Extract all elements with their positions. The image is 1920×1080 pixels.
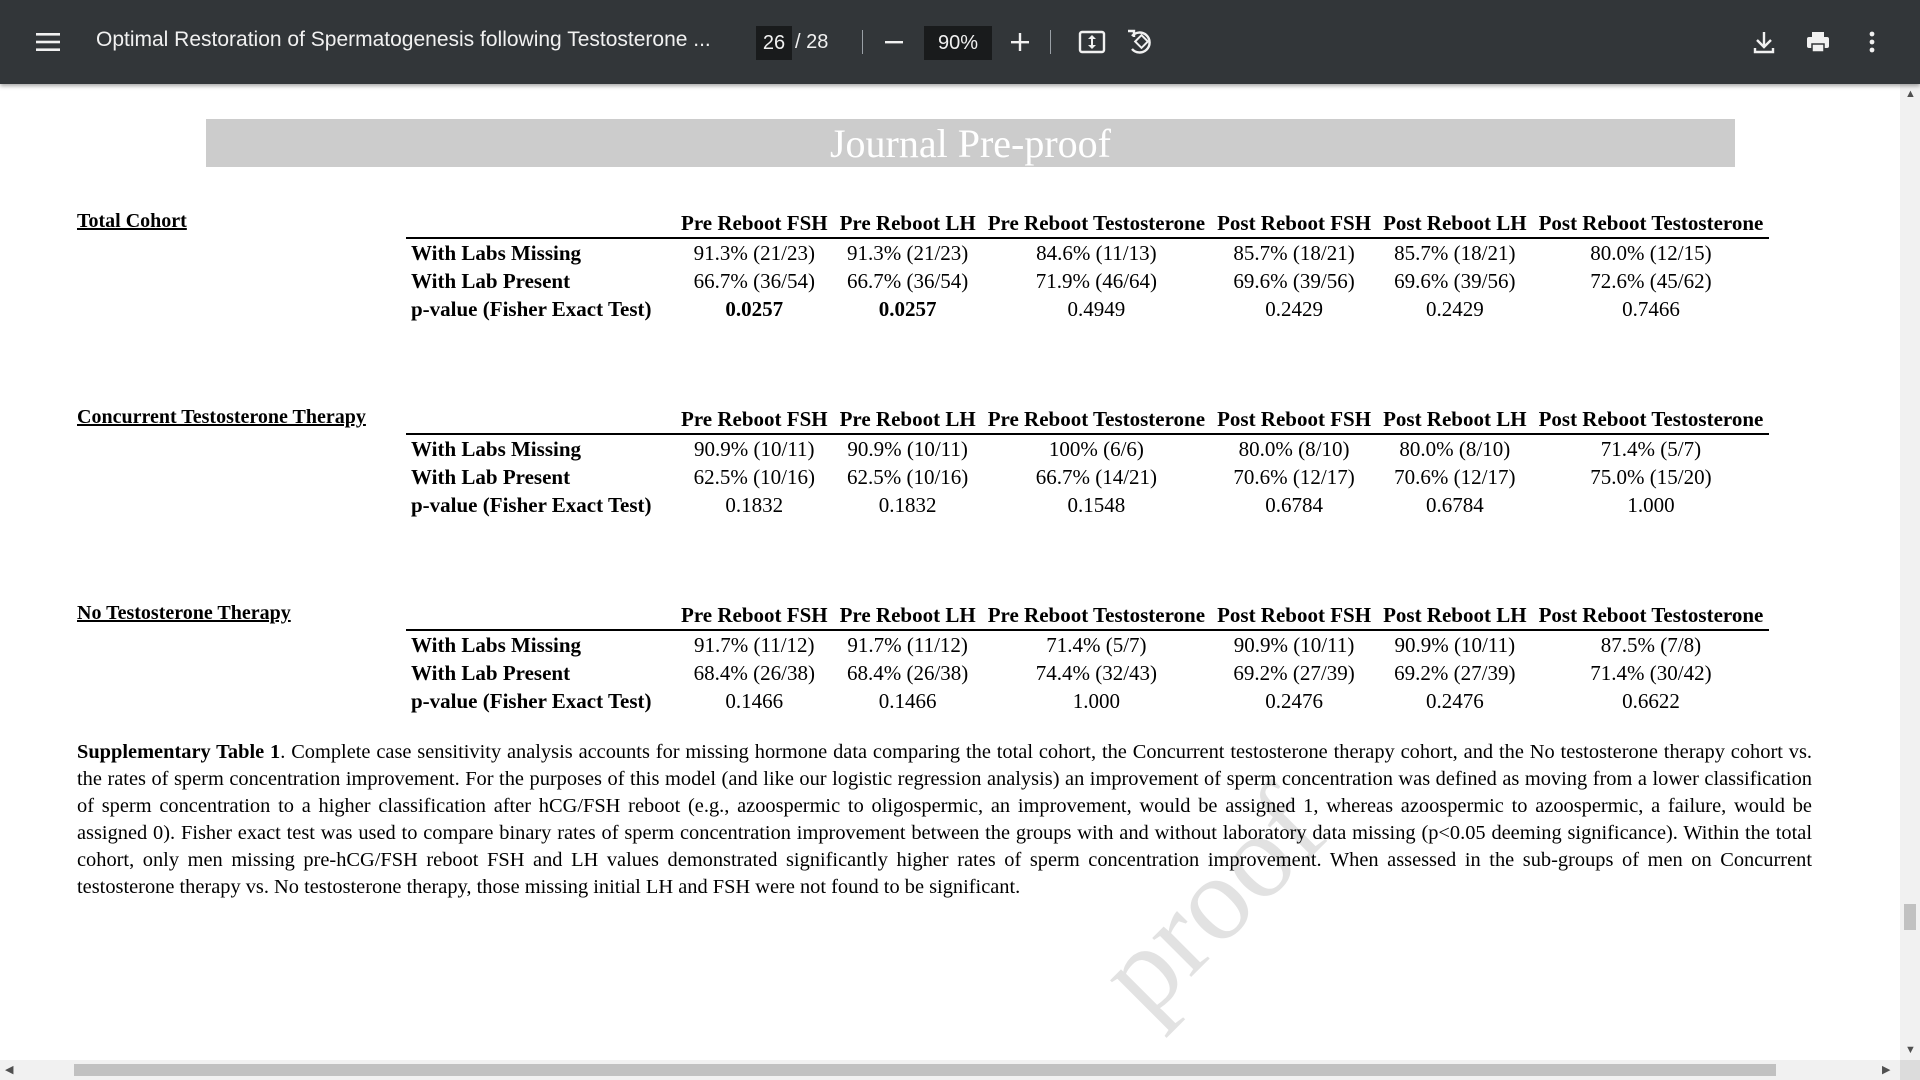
column-header: Post Reboot FSH [1211, 210, 1377, 238]
column-header: Pre Reboot LH [834, 406, 982, 434]
pdf-toolbar [0, 0, 1920, 84]
column-header: Pre Reboot Testosterone [982, 406, 1211, 434]
row-label: With Labs Missing [411, 436, 581, 461]
table-cell: 69.6% (39/56) [1394, 268, 1516, 293]
table-cell: 0.6784 [1265, 492, 1323, 517]
table-row [406, 659, 1769, 687]
table-cell: 90.9% (10/11) [847, 436, 968, 461]
zoom-level-input[interactable] [924, 26, 992, 60]
rotate-button[interactable] [1120, 22, 1160, 62]
pdf-page [0, 84, 1900, 1060]
row-label: p-value (Fisher Exact Test) [411, 296, 652, 321]
table-cell: 0.1832 [725, 492, 784, 517]
column-header: Pre Reboot FSH [675, 210, 834, 238]
scroll-left-arrow-icon[interactable]: ◀ [5, 1064, 14, 1076]
table-cell: 85.7% (18/21) [1394, 240, 1516, 265]
plus-icon [1000, 22, 1040, 62]
vertical-scroll-thumb[interactable] [1904, 904, 1916, 930]
table-cell: 70.6% (12/17) [1394, 464, 1516, 489]
table-cell: 0.1466 [725, 688, 784, 713]
row-label: With Lab Present [411, 660, 571, 685]
menu-icon[interactable] [32, 26, 64, 58]
table-cell: 74.4% (32/43) [1035, 660, 1158, 685]
page-number-input[interactable] [756, 26, 792, 60]
row-label: With Labs Missing [411, 632, 581, 657]
scroll-down-arrow-icon[interactable]: ▼ [1905, 1044, 1916, 1056]
column-header: Post Reboot Testosterone [1533, 602, 1770, 630]
table-cell: 0.6622 [1622, 688, 1680, 713]
column-header: Post Reboot LH [1377, 406, 1533, 434]
table-cell: 71.4% (5/7) [1600, 436, 1702, 461]
caption-text: . Complete case sensitivity analysis accounts for missing hormone data comparing the total cohort, the Concurrent testosterone therapy cohort, and the No testosterone therapy cohort vs. the rates of sperm concentration improvement. For the purposes of this model (and like our logistic regression analysis) an improvement of sperm concentration was defined as moving from a lower classification of sperm concentration to a higher classification after hCG/FSH reboot (e.g., azoospermic to oligospermic, an improvement, would be assigned 1, whereas azoospermic to azoospermic, a failure, would be assigned 0). Fisher exact test was used to compare binary rates of sperm concentration improvement between the groups with and without laboratory data missing (p<0.05 deeming significance). Within the total cohort, only men missing pre-hCG/FSH reboot FSH and LH values demonstrated significantly higher rates of sperm concentration improvement. When assessed in the sub-groups of men on Concurrent testosterone therapy vs. No testosterone therapy, those missing initial LH and FSH were not found to be significant. [77, 741, 1812, 898]
table-cell: 0.7466 [1622, 296, 1680, 321]
table-cell: 1.000 [1072, 688, 1120, 713]
table-cell: 66.7% (36/54) [693, 268, 815, 293]
section-label-concurrent-testosterone: Concurrent Testosterone Therapy [77, 406, 366, 428]
header-blank [406, 406, 675, 434]
table-cell-significant: 0.0257 [725, 296, 784, 321]
column-header: Post Reboot Testosterone [1533, 406, 1770, 434]
zoom-in-button[interactable] [1000, 22, 1040, 62]
table-cell: 91.7% (11/12) [847, 632, 968, 657]
row-label: p-value (Fisher Exact Test) [411, 492, 652, 517]
table-cell: 68.4% (26/38) [693, 660, 815, 685]
table-cell: 0.2429 [1265, 296, 1323, 321]
column-header: Pre Reboot FSH [675, 602, 834, 630]
table-cell: 62.5% (10/16) [693, 464, 815, 489]
column-header: Pre Reboot Testosterone [982, 602, 1211, 630]
download-icon [1744, 22, 1784, 62]
zoom-out-button[interactable] [874, 22, 914, 62]
table-cell: 68.4% (26/38) [846, 660, 969, 685]
table-cell: 90.9% (10/11) [694, 436, 815, 461]
table-row [406, 687, 1769, 715]
column-header: Pre Reboot Testosterone [982, 210, 1211, 238]
table-cell: 72.6% (45/62) [1590, 268, 1712, 293]
diagonal-watermark: proof [1071, 761, 1350, 1040]
table-cell: 0.1832 [878, 492, 937, 517]
header-blank [406, 210, 675, 238]
table-cell: 69.2% (27/39) [1394, 660, 1516, 685]
minus-icon [874, 22, 914, 62]
column-header: Post Reboot FSH [1211, 406, 1377, 434]
print-button[interactable] [1798, 22, 1838, 62]
table-cell: 80.0% (8/10) [1238, 436, 1350, 461]
table-cell: 71.9% (46/64) [1035, 268, 1158, 293]
table-cell: 0.1548 [1067, 492, 1126, 517]
rotate-icon [1120, 22, 1160, 62]
column-header: Post Reboot Testosterone [1533, 210, 1770, 238]
table-row [406, 491, 1769, 519]
table-cell: 71.4% (5/7) [1046, 632, 1147, 657]
column-header: Post Reboot FSH [1211, 602, 1377, 630]
table-cell: 66.7% (36/54) [846, 268, 969, 293]
table-caption [77, 739, 1812, 901]
table-row [406, 434, 1769, 463]
table-cell: 0.4949 [1067, 296, 1126, 321]
caption-lead: Supplementary Table 1 [77, 741, 281, 763]
section-label-total-cohort: Total Cohort [77, 210, 187, 232]
more-vertical-icon [1852, 22, 1892, 62]
row-label: With Lab Present [411, 268, 571, 293]
table-cell: 66.7% (14/21) [1035, 464, 1158, 489]
printer-icon [1798, 22, 1838, 62]
table-cell: 0.2476 [1265, 688, 1323, 713]
table-cell: 69.6% (39/56) [1233, 268, 1355, 293]
horizontal-scroll-thumb[interactable] [74, 1064, 1776, 1076]
column-header: Pre Reboot FSH [675, 406, 834, 434]
table-cell: 100% (6/6) [1048, 436, 1144, 461]
fit-page-icon [1072, 22, 1112, 62]
document-viewer[interactable] [0, 84, 1920, 1080]
horizontal-scrollbar[interactable] [0, 1060, 1900, 1080]
more-options-button[interactable] [1852, 22, 1892, 62]
table-cell: 91.7% (11/12) [694, 632, 815, 657]
scrollbar-corner [1900, 1060, 1920, 1080]
table-cell: 75.0% (15/20) [1590, 464, 1712, 489]
table-cell: 62.5% (10/16) [846, 464, 969, 489]
journal-preproof-banner: Journal Pre-proof [206, 119, 1735, 167]
column-header: Pre Reboot LH [834, 210, 982, 238]
row-label: With Labs Missing [411, 240, 581, 265]
no-testosterone-table [406, 602, 1769, 715]
scroll-right-arrow-icon[interactable]: ▶ [1882, 1064, 1891, 1076]
fit-to-page-button[interactable] [1072, 22, 1112, 62]
table-cell: 90.9% (10/11) [1233, 632, 1355, 657]
table-cell: 71.4% (30/42) [1590, 660, 1712, 685]
table-cell: 69.2% (27/39) [1233, 660, 1355, 685]
download-button[interactable] [1744, 22, 1784, 62]
table-cell: 80.0% (12/15) [1590, 240, 1712, 265]
vertical-scrollbar[interactable] [1900, 84, 1920, 1060]
table-cell: 84.6% (11/13) [1036, 240, 1157, 265]
total-cohort-table [406, 210, 1769, 323]
table-row [406, 238, 1769, 267]
table-cell: 70.6% (12/17) [1233, 464, 1355, 489]
table-cell: 0.2476 [1425, 688, 1484, 713]
table-cell: 91.3% (21/23) [846, 240, 969, 265]
table-cell: 80.0% (8/10) [1399, 436, 1511, 461]
column-header: Pre Reboot LH [834, 602, 982, 630]
table-cell: 0.2429 [1425, 296, 1484, 321]
table-row [406, 295, 1769, 323]
concurrent-testosterone-table [406, 406, 1769, 519]
table-row [406, 463, 1769, 491]
table-cell: 87.5% (7/8) [1600, 632, 1702, 657]
table-cell: 91.3% (21/23) [693, 240, 815, 265]
scroll-up-arrow-icon[interactable]: ▲ [1905, 88, 1916, 100]
table-row [406, 630, 1769, 659]
toolbar-divider [1050, 30, 1051, 54]
table-row [406, 267, 1769, 295]
table-cell: 0.6784 [1425, 492, 1484, 517]
header-blank [406, 602, 675, 630]
column-header: Post Reboot LH [1377, 210, 1533, 238]
toolbar-divider [862, 30, 863, 54]
document-title: Optimal Restoration of Spermatogenesis following Testosterone ... [96, 28, 711, 51]
table-cell: 85.7% (18/21) [1233, 240, 1355, 265]
page-total: / 28 [795, 31, 829, 53]
row-label: With Lab Present [411, 464, 571, 489]
column-header: Post Reboot LH [1377, 602, 1533, 630]
table-cell-significant: 0.0257 [878, 296, 937, 321]
table-cell: 90.9% (10/11) [1394, 632, 1516, 657]
row-label: p-value (Fisher Exact Test) [411, 688, 652, 713]
table-cell: 1.000 [1627, 492, 1675, 517]
table-cell: 0.1466 [878, 688, 937, 713]
section-label-no-testosterone: No Testosterone Therapy [77, 602, 291, 624]
